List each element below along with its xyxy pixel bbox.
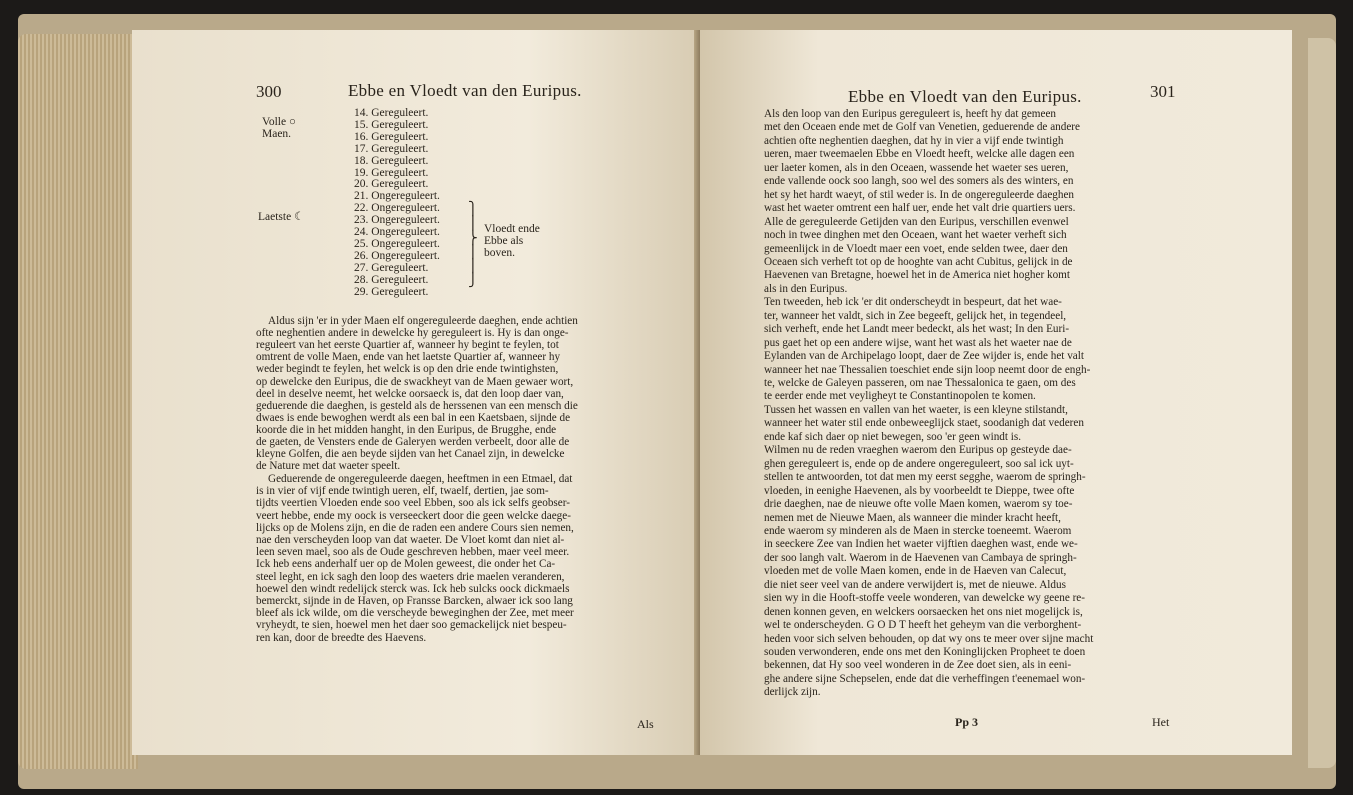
text-line: vloeden, in eenighe Haevenen, als by voorbeeldt te Dieppe, twee ofte: [764, 484, 1075, 497]
text-line: in seeckere Zee van Indien het waeter vijftien daeghen wast, ende we-: [764, 538, 1078, 551]
text-line: Ten tweeden, heb ick 'er dit onderscheydt in bespeurt, dat het wae-: [764, 296, 1062, 309]
text-line: ren kan, door de breedte des Haevens.: [256, 631, 427, 644]
text-line: gemeenlijck in de Vloedt maer een voet, ende selden twee, daer den: [764, 242, 1068, 255]
text-line: sien wy in die Hooft-stoffe veele wonderen, van dewelcke wy geene re-: [764, 592, 1085, 605]
right-page-number: 301: [1150, 82, 1176, 101]
text-line: Als den loop van den Euripus gereguleert is, heeft hy dat gemeen: [764, 108, 1057, 120]
right-catchword: Het: [1152, 715, 1170, 729]
text-line: drie daeghen, nae de nieuwe ofte volle Maen komen, waerom sy toe-: [764, 498, 1073, 511]
text-line: bemerckt, sijnde in de Haven, op Fransse Barcken, alwaer ick soo lang: [256, 595, 573, 607]
tide-day-item: 14. Gereguleert.: [354, 107, 429, 119]
text-line: met den Oceaen ende met de Golf van Venetien, geduerende de andere: [764, 121, 1081, 134]
text-line: ghe andere sijne Schepselen, ende dat die verheffingen t'eenemael won-: [764, 672, 1086, 685]
tide-day-item: 15. Gereguleert.: [354, 118, 429, 131]
text-line: bekennen, dat Hy soo veel wonderen in de Zee doet sien, als in eeni-: [764, 659, 1072, 672]
text-line: wast het waeter omtrent een half uer, ende het valt drie quartiers uers.: [764, 202, 1076, 215]
tide-day-item: 28. Gereguleert.: [354, 273, 429, 286]
text-line: tijdts veertien Vloeden ende soo veel Ebben, soo als ick selfs geobser-: [256, 497, 570, 510]
text-line: ofte neghentien andere in dewelcke hy gereguleert is. Hy is dan onge-: [256, 327, 569, 340]
right-running-head: Ebbe en Vloedt van den Euripus.: [848, 87, 1082, 106]
tide-day-item: 16. Gereguleert.: [354, 130, 429, 143]
tide-day-item: 21. Ongereguleert.: [354, 190, 440, 203]
text-line: steel leght, en ick sagh den loop des waeters drie maelen veranderen,: [256, 570, 565, 583]
text-line: ghen gereguleert is, ende op de andere ongereguleert, soo sal ick uyt-: [764, 457, 1074, 470]
text-line: ter, wanneer het valdt, sich in Zee begeeft, gelijck het, in tegendeel,: [764, 309, 1067, 322]
text-line: is in vier of vijf ende twintigh ueren, elf, twaelf, dertien, jae som-: [256, 485, 549, 498]
page-edges-right: [1308, 38, 1336, 768]
tide-day-item: 22. Ongereguleert.: [354, 202, 440, 215]
text-line: te eerder ende met veyligheyt te Constantinopolen te komen.: [764, 390, 1036, 403]
text-line: vloeden met de volle Maen komen, ende in de Haeven van Calecut,: [764, 565, 1067, 578]
text-line: sich verheft, ende het Landt meer bedeckt, als het wast; In den Euri-: [764, 323, 1070, 336]
text-line: derlijck zijn.: [764, 686, 821, 699]
left-catchword: Als: [637, 717, 654, 731]
text-line: dwaes is ende bewoghen werdt als een bal in een Kaetsbaen, sijnde de: [256, 411, 571, 424]
text-line: Geduerende de ongereguleerde daegen, heeftmen in een Etmael, dat: [268, 473, 573, 485]
text-line: Alle de gereguleerde Getijden van den Euripus, verschillen evenwel: [764, 215, 1069, 228]
text-line: denen konnen geven, en welckers oorsaecken het ons niet mogelijck is,: [764, 605, 1083, 618]
text-line: weder begindt te feylen, het welck is op den drie ende twintighsten,: [256, 363, 559, 376]
text-line: op dewelcke den Euripus, die de swackheyt van de Maen gewaer wort,: [256, 375, 574, 388]
text-line: ende vallende oock soo langh, soo wel des somers als des winters, en: [764, 175, 1074, 188]
left-page: [132, 30, 698, 755]
brace-note: Vloedt ende Ebbe als boven.: [484, 223, 540, 259]
text-line: te, welcke de Galeyen passeren, om nae Thessalonica te gaen, om des: [764, 377, 1076, 389]
text-line: heden voor sich selven behouden, op dat wy ons te meer over sijne macht: [764, 632, 1094, 645]
text-line: deel in deselve neemt, het welcke oorsaeck is, dat den loop daer van,: [256, 387, 564, 400]
tide-day-item: 20. Gereguleert.: [354, 178, 429, 191]
text-line: geduerende die daeghen, is gesteld als de herssenen van een mensch die: [256, 399, 578, 412]
text-line: omtrent de volle Maen, ende van het laetste Quartier af, wanneer hy: [256, 351, 561, 364]
text-line: uer laeter komen, als in den Oceaen, wassende het waeter ses ueren,: [764, 161, 1069, 174]
tide-day-item: 27. Gereguleert.: [354, 261, 429, 274]
text-line: lijcks op de Molens zijn, en die de raden een andere Cours sien nemen,: [256, 521, 574, 534]
tide-day-item: 23. Ongereguleert.: [354, 214, 440, 227]
text-line: souden verwonderen, ende ons met den Koninglijcken Propheet te doen: [764, 646, 1086, 658]
right-page: [700, 30, 1292, 755]
text-line: als in den Euripus.: [764, 282, 848, 295]
text-line: Eylanden van de Archipelago loopt, daer de Zee wijder is, ende het valt: [764, 350, 1084, 363]
text-line: wel te onderscheyden. G O D T heeft het geheym van die verborghent-: [764, 619, 1082, 632]
text-line: achtien ofte neghentien daeghen, dat hy in vier a vijf ende twintigh: [764, 134, 1064, 147]
text-line: ueren, maer tweemaelen Ebbe en Vloedt heeft, welcke alle dagen een: [764, 148, 1075, 161]
text-line: nae den verscheyden loop van dat waeter. De Vloet komt dan niet al-: [256, 534, 565, 546]
text-line: ende kaf sich daer op niet bewegen, soo 'er geen windt is.: [764, 430, 1022, 443]
left-running-head: Ebbe en Vloedt van den Euripus.: [348, 81, 582, 100]
text-line: koorde die in het midden hanght, in den Euripus, de Brugghe, ende: [256, 423, 557, 436]
text-line: pus gaet het op een andere wijse, want het wast als het waeter nae de: [764, 336, 1072, 349]
signature-mark: Pp 3: [955, 715, 979, 729]
text-line: Tussen het wassen en vallen van het waeter, is een kleyne stilstandt,: [764, 403, 1068, 416]
text-line: de gaeten, de Vensters ende de Galeryen werden verbeelt, door alle de: [256, 436, 570, 448]
text-line: stellen te antwoorden, tot dat men my eerst segghe, waerom de springh-: [764, 471, 1086, 484]
tide-day-item: 19. Gereguleert.: [354, 166, 429, 179]
text-line: Haevenen van Bretagne, hoewel het in de America niet hogher komt: [764, 269, 1070, 282]
text-line: die niet seer veel van de andere verwijdert is, met de nieuwe. Aldus: [764, 578, 1066, 591]
text-line: leen seven mael, soo als de Oude geschreven hebben, maer veel meer.: [256, 546, 570, 559]
margin-note-last-quarter: Laetste ☾: [258, 211, 305, 223]
text-line: noch in twee dinghen met den Oceaen, want het waeter verheft sich: [764, 229, 1067, 242]
tide-day-item: 24. Ongereguleert.: [354, 226, 440, 238]
page-edges-left: [18, 34, 138, 769]
text-line: het sy het hardt waeyt, of stil weder is. In de ongereguleerde daeghen: [764, 188, 1075, 201]
text-line: ende waerom sy minderen als de Maen in stercke toeneemt. Waerom: [764, 524, 1072, 537]
text-line: Ick heb eens anderhalf uer op de Molen geweest, die onder het Ca-: [256, 558, 556, 571]
tide-day-item: 18. Gereguleert.: [354, 154, 429, 167]
tide-day-item: 17. Gereguleert.: [354, 142, 429, 155]
text-line: Aldus sijn 'er in yder Maen elf ongereguleerde daeghen, ende achtien: [268, 315, 578, 327]
margin-note-full-moon: Volle ○ Maen.: [262, 116, 296, 140]
text-line: de Nature met dat waeter speelt.: [256, 460, 401, 473]
text-line: wanneer het water stil ende onbeweeglijck staet, soodanigh dat vederen: [764, 417, 1084, 430]
text-line: der soo langh valt. Waerom in de Haevenen van Cambaya de springh-: [764, 551, 1077, 564]
text-line: Oceaen sich verheft tot op de hooghte van acht Cubitus, gelijck in de: [764, 255, 1073, 268]
text-line: bleef als ick wilde, om die verscheyde beweginghen der Zee, met meer: [256, 607, 574, 620]
text-line: hoewel den windt redelijck sterck was. Ick heb sulcks oock dickmaels: [256, 582, 570, 595]
text-line: wanneer het nae Thessalien toeschiet ende sijn loop neemt door de engh-: [764, 363, 1091, 376]
tide-day-item: 26. Ongereguleert.: [354, 249, 440, 262]
text-line: vryheydt, te sien, hoewel men het daer soo gemackelijck niet bespeu-: [256, 619, 567, 632]
tide-day-item: 25. Ongereguleert.: [354, 237, 440, 250]
text-line: nemen met de Nieuwe Maen, als wanneer die minder kracht heeft,: [764, 511, 1061, 524]
left-page-number: 300: [256, 82, 282, 101]
tide-day-item: 29. Gereguleert.: [354, 285, 429, 298]
text-line: reguleert van het eerste Quartier af, wanneer hy begint te feylen, tot: [256, 339, 559, 352]
text-line: Wilmen nu de reden vraeghen waerom den Euripus op gesteyde dae-: [764, 444, 1072, 457]
text-line: kleyne Golfen, die aen beyde sijden van het Canael zijn, in dewelcke: [256, 448, 565, 461]
text-line: veert hebbe, ende my oock is verseeckert door die geen welcke daege-: [256, 509, 571, 522]
brace-symbol: ⎫ ⎪ ⎬ ⎪ ⎪ ⎭: [468, 201, 478, 288]
